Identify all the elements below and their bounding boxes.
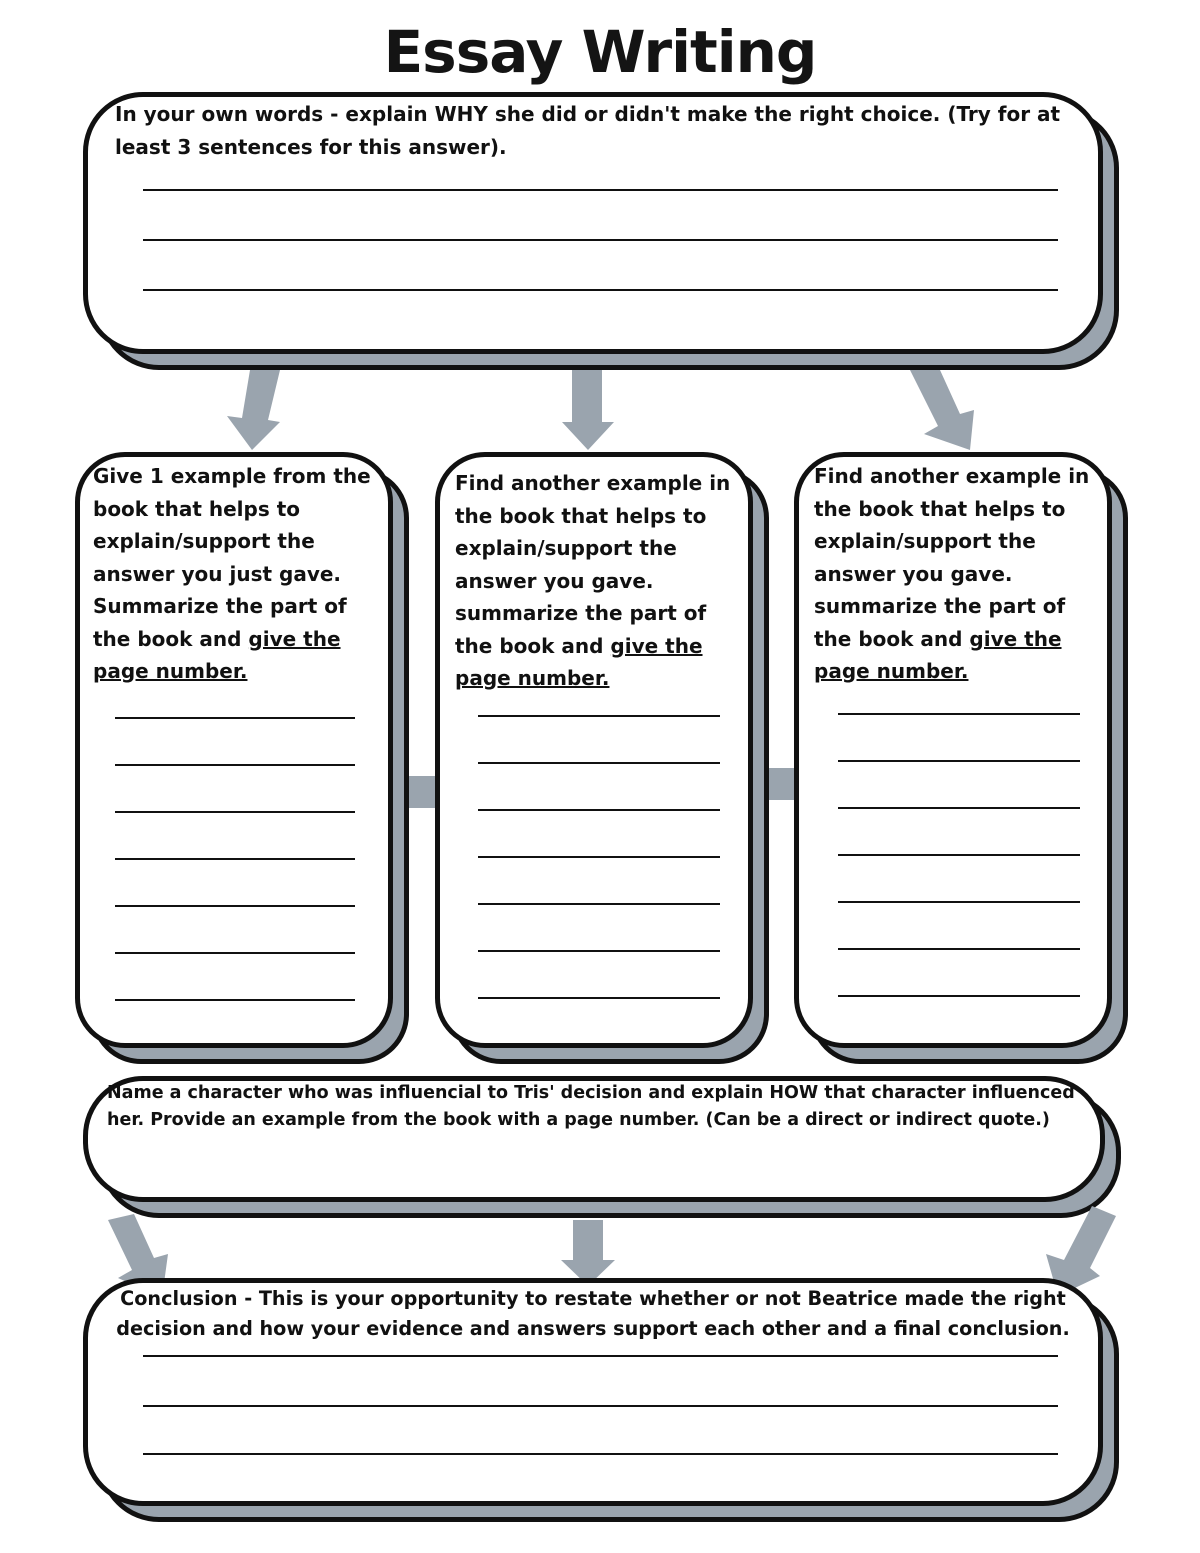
answer-line[interactable] — [838, 713, 1080, 715]
example-1-prompt: Give 1 example from the book that helps to explain/support the answer you just gave. Summarize the part of the book and give the page number. — [93, 464, 371, 683]
down-arrow-icon — [560, 370, 616, 452]
conclusion-prompt: Conclusion - This is your opportunity to restate whether or not Beatrice made the right decision and how your evidence and answers support each other and a final conclusion. — [116, 1287, 1070, 1340]
answer-line[interactable] — [838, 760, 1080, 762]
example-box-1 — [75, 452, 393, 1048]
example-3-prompt: Find another example in the book that helps to explain/support the answer you gave. summarize the part of the book and give the page number. — [814, 464, 1090, 683]
answer-line[interactable] — [478, 903, 720, 905]
answer-line[interactable] — [143, 1453, 1058, 1455]
answer-line[interactable] — [143, 1405, 1058, 1407]
answer-line[interactable] — [115, 811, 355, 813]
answer-line[interactable] — [838, 807, 1080, 809]
answer-line[interactable] — [838, 854, 1080, 856]
answer-line[interactable] — [143, 189, 1058, 191]
down-arrow-icon — [908, 370, 980, 452]
conclusion-box — [83, 1278, 1103, 1506]
answer-line[interactable] — [115, 717, 355, 719]
answer-line[interactable] — [115, 905, 355, 907]
answer-line[interactable] — [143, 239, 1058, 241]
page-number-instruction: give the page number. — [455, 633, 703, 690]
answer-line[interactable] — [115, 764, 355, 766]
example-box-2 — [435, 452, 753, 1048]
page-number-instruction: give the page number. — [814, 626, 1062, 683]
answer-line[interactable] — [143, 289, 1058, 291]
example-2-prompt: Find another example in the book that helps to explain/support the answer you gave. summarize the part of the book and give the page number. — [455, 471, 731, 690]
answer-line[interactable] — [115, 952, 355, 954]
answer-line[interactable] — [115, 858, 355, 860]
down-arrow-icon — [222, 370, 292, 452]
page-number-instruction: give the page number. — [93, 626, 341, 683]
answer-line[interactable] — [115, 999, 355, 1001]
answer-line[interactable] — [143, 1355, 1058, 1357]
character-prompt: Name a character who was influencial to Tris' decision and explain HOW that character influenced her. Provide an example from the book with a page number. (Can be a direct or indirect quote.) — [107, 1083, 1075, 1130]
answer-line[interactable] — [478, 950, 720, 952]
answer-line[interactable] — [478, 809, 720, 811]
answer-line[interactable] — [478, 997, 720, 999]
answer-line[interactable] — [838, 948, 1080, 950]
answer-line[interactable] — [478, 856, 720, 858]
answer-line[interactable] — [478, 762, 720, 764]
answer-line[interactable] — [838, 995, 1080, 997]
answer-line[interactable] — [838, 901, 1080, 903]
character-box — [83, 1076, 1105, 1202]
why-choice-box — [83, 92, 1103, 354]
example-box-3 — [794, 452, 1112, 1048]
answer-line[interactable] — [478, 715, 720, 717]
page-title: Essay Writing — [383, 18, 817, 86]
why-choice-prompt: In your own words - explain WHY she did or didn't make the right choice. (Try for at least 3 sentences for this answer). — [115, 102, 1061, 159]
